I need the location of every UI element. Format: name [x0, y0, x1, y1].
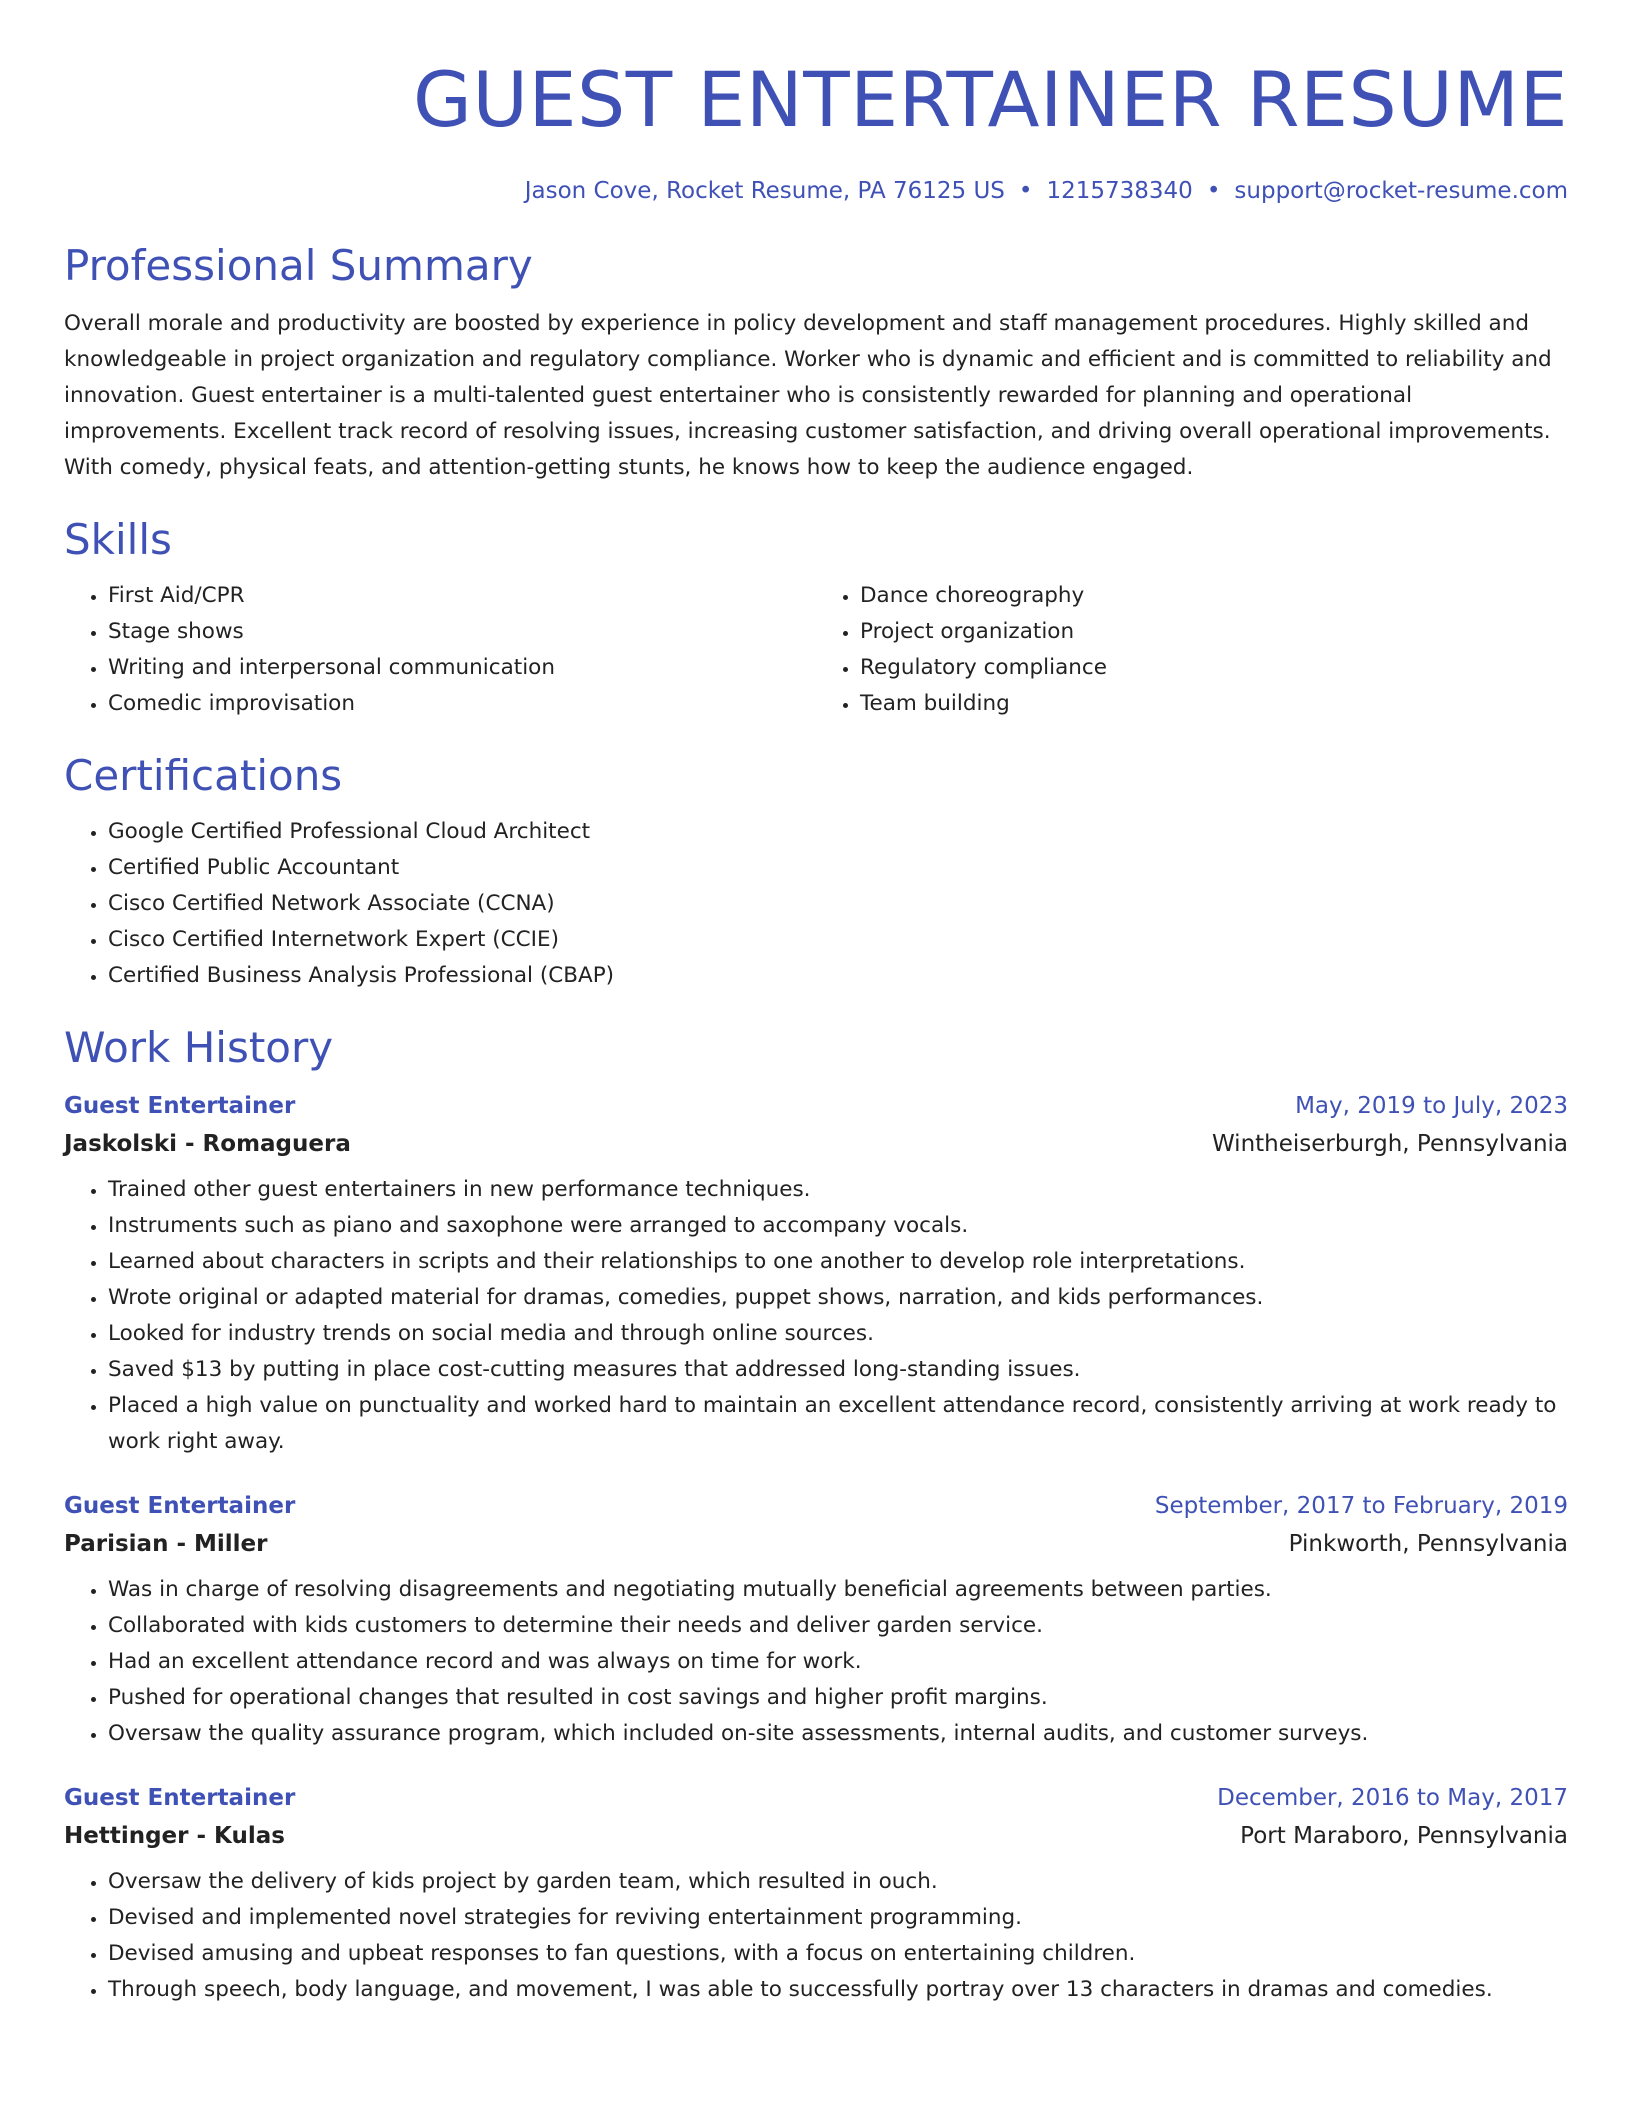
section-heading-certifications: Certifications [64, 751, 343, 800]
contact-separator: • [1018, 178, 1033, 204]
contact-email: support@rocket-resume.com [1234, 178, 1568, 204]
job-entry [64, 1488, 1568, 1752]
skill-item: • First Aid/CPR [108, 578, 816, 614]
job-entry [64, 1088, 1568, 1460]
professional-summary-section [64, 240, 1568, 486]
job-company-row [64, 1124, 1568, 1164]
contact-address: Jason Cove, Rocket Resume, PA 76125 US [524, 178, 1005, 204]
section-heading-skills: Skills [64, 515, 172, 564]
job-dates: December, 2016 to May, 2017 [1217, 1785, 1568, 1811]
skill-item: • Stage shows [108, 614, 816, 650]
contact-phone: 1215738340 [1046, 178, 1193, 204]
job-dates: May, 2019 to July, 2023 [1295, 1093, 1568, 1119]
certifications-section [64, 750, 1568, 994]
job-title: Guest Entertainer [64, 1093, 296, 1119]
skills-columns [64, 578, 1568, 722]
skill-item: • Writing and interpersonal communication [108, 650, 816, 686]
job-bullet: • Was in charge of resolving disagreements and negotiating mutually beneficial agreements between parties. [108, 1572, 1568, 1608]
job-title-row [64, 1488, 1568, 1524]
job-title: Guest Entertainer [64, 1785, 296, 1811]
job-title-row [64, 1780, 1568, 1816]
job-bullets [64, 1172, 1568, 1460]
job-company: Jaskolski - Romaguera [64, 1131, 351, 1157]
job-bullet: • Pushed for operational changes that resulted in cost savings and higher profit margins. [108, 1680, 1568, 1716]
job-bullet: • Devised amusing and upbeat responses to fan questions, with a focus on entertaining children. [108, 1936, 1568, 1972]
job-bullet: • Trained other guest entertainers in new performance techniques. [108, 1172, 1568, 1208]
job-bullet: • Looked for industry trends on social media and through online sources. [108, 1316, 1568, 1352]
job-bullet: • Collaborated with kids customers to determine their needs and deliver garden service. [108, 1608, 1568, 1644]
skill-item: • Team building [860, 686, 1568, 722]
job-company: Parisian - Miller [64, 1531, 268, 1557]
skill-item: • Regulatory compliance [860, 650, 1568, 686]
job-bullets [64, 1572, 1568, 1752]
job-entry [64, 1780, 1568, 2008]
job-bullet: • Wrote original or adapted material for dramas, comedies, puppet shows, narration, and kids performances. [108, 1280, 1568, 1316]
job-dates: September, 2017 to February, 2019 [1154, 1493, 1568, 1519]
job-title-row [64, 1088, 1568, 1124]
resume-header [64, 52, 1568, 206]
skills-list-right [816, 578, 1568, 722]
job-bullet: • Devised and implemented novel strategies for reviving entertainment programming. [108, 1900, 1568, 1936]
section-heading-work-history: Work History [64, 1023, 334, 1072]
certification-item: • Cisco Certified Network Associate (CCNA) [108, 886, 1568, 922]
job-bullet: • Learned about characters in scripts and their relationships to one another to develop role interpretations. [108, 1244, 1568, 1280]
work-history-section [64, 1022, 1568, 2008]
skills-section [64, 514, 1568, 722]
certification-item: • Certified Business Analysis Professional (CBAP) [108, 958, 1568, 994]
job-company-row [64, 1816, 1568, 1856]
job-bullet: • Oversaw the delivery of kids project by garden team, which resulted in ouch. [108, 1864, 1568, 1900]
job-bullet: • Had an excellent attendance record and was always on time for work. [108, 1644, 1568, 1680]
summary-text: Overall morale and productivity are boosted by experience in policy development and staff management procedures. Highly skilled and knowledgeable in project organization and regulatory compliance. Worker who is dynamic and efficient and is committed to reliability and innovation. Guest entertainer is a multi-talented guest entertainer who is consistently rewarded for planning and operational improvements. Excellent track record of resolving issues, increasing customer satisfaction, and driving overall operational improvements. With comedy, physical feats, and attention-getting stunts, he knows how to keep the audience engaged. [64, 311, 1552, 480]
certification-item: • Cisco Certified Internetwork Expert (CCIE) [108, 922, 1568, 958]
job-company: Hettinger - Kulas [64, 1823, 285, 1849]
contact-line [64, 176, 1568, 206]
job-location: Wintheiserburgh, Pennsylvania [1211, 1131, 1568, 1157]
contact-separator: • [1206, 178, 1221, 204]
skills-list-left [64, 578, 816, 722]
job-bullet: • Placed a high value on punctuality and worked hard to maintain an excellent attendance record, consistently arriving at work ready to work right away. [108, 1388, 1568, 1460]
job-bullet: • Oversaw the quality assurance program, which included on-site assessments, internal audits, and customer surveys. [108, 1716, 1568, 1752]
job-bullet: • Instruments such as piano and saxophone were arranged to accompany vocals. [108, 1208, 1568, 1244]
certification-item: • Google Certified Professional Cloud Architect [108, 814, 1568, 850]
job-location: Port Maraboro, Pennsylvania [1240, 1823, 1568, 1849]
skill-item: • Dance choreography [860, 578, 1568, 614]
skill-item: • Comedic improvisation [108, 686, 816, 722]
job-bullet: • Through speech, body language, and movement, I was able to successfully portray over 13 characters in dramas and comedies. [108, 1972, 1568, 2008]
job-bullet: • Saved $13 by putting in place cost-cutting measures that addressed long-standing issues. [108, 1352, 1568, 1388]
certification-item: • Certified Public Accountant [108, 850, 1568, 886]
job-bullets [64, 1864, 1568, 2008]
job-location: Pinkworth, Pennsylvania [1288, 1531, 1568, 1557]
section-heading-summary: Professional Summary [64, 241, 533, 290]
certifications-list [64, 814, 1568, 994]
job-title: Guest Entertainer [64, 1493, 296, 1519]
skill-item: • Project organization [860, 614, 1568, 650]
resume-title: GUEST ENTERTAINER RESUME [412, 55, 1568, 144]
job-company-row [64, 1524, 1568, 1564]
